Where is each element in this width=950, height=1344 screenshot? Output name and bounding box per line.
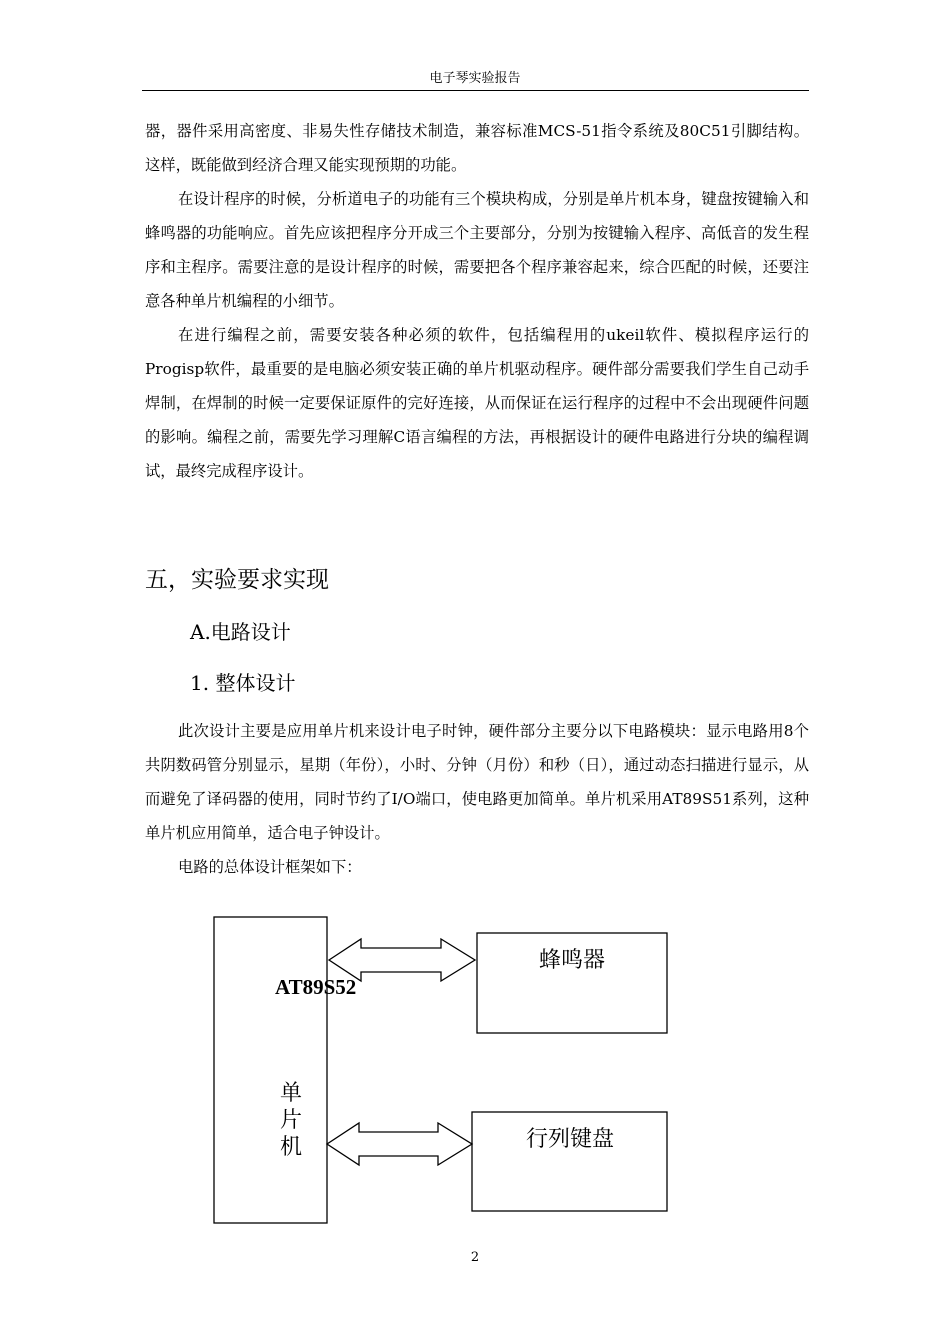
mcu-label-char-3: 机: [279, 1135, 303, 1160]
keypad-label: 行列键盘: [525, 1127, 615, 1152]
subsection-title-1: 1. 整体设计: [190, 671, 296, 695]
mcu-label-char-1: 单: [279, 1081, 303, 1106]
mcu-label-char-2: 片: [279, 1108, 303, 1133]
buzzer-label: 蜂鸣器: [538, 948, 606, 973]
intro-paragraph-2: 在设计程序的时候，分析道电子的功能有三个模块构成，分别是单片机本身，键盘按键输入和蜂鸣器的功能响应。首先应该把程序分开成三个主要部分，分别为按键输入程序、高低音的发生程序和主程序。需要注意的是设计程序的时候，需要把各个程序兼容起来，综合匹配的时候，还要注意各种单片机编程的小细节。: [145, 190, 809, 310]
subsection-title-a: A.电路设计: [190, 620, 291, 644]
section-title: 五，实验要求实现: [145, 567, 329, 593]
mcu-model-label: AT89S52: [275, 975, 357, 999]
page-header-title: 电子琴实验报告: [429, 71, 521, 86]
intro-paragraph-1: 器，器件采用高密度、非易失性存储技术制造，兼容标准MCS-51指令系统及80C51引脚结构。这样，既能做到经济合理又能实现预期的功能。: [145, 122, 809, 174]
mcu-block: [214, 917, 327, 1223]
intro-paragraph-3: 在进行编程之前，需要安装各种必须的软件，包括编程用的ukeil软件、模拟程序运行的Progisp软件，最重要的是电脑必须安装正确的单片机驱动程序。硬件部分需要我们学生自己动手焊制，在焊制的时候一定要保证原件的完好连接，从而保证在运行程序的过程中不会出现硬件问题的影响。编程之前，需要先学习理解C语言编程的方法，再根据设计的硬件电路进行分块的编程调试，最终完成程序设计。: [145, 326, 809, 480]
keypad-double-arrow: [327, 1123, 472, 1165]
page-number: 2: [470, 1250, 480, 1265]
design-paragraph: 此次设计主要是应用单片机来设计电子时钟，硬件部分主要分以下电路模块：显示电路用8个共阴数码管分别显示，星期（年份），小时、分钟（月份）和秒（日），通过动态扫描进行显示，从而避免了译码器的使用，同时节约了I/O端口，使电路更加简单。单片机采用AT89S51系列，这种单片机应用简单，适合电子钟设计。: [145, 722, 809, 842]
diagram-caption: 电路的总体设计框架如下：: [178, 858, 362, 876]
